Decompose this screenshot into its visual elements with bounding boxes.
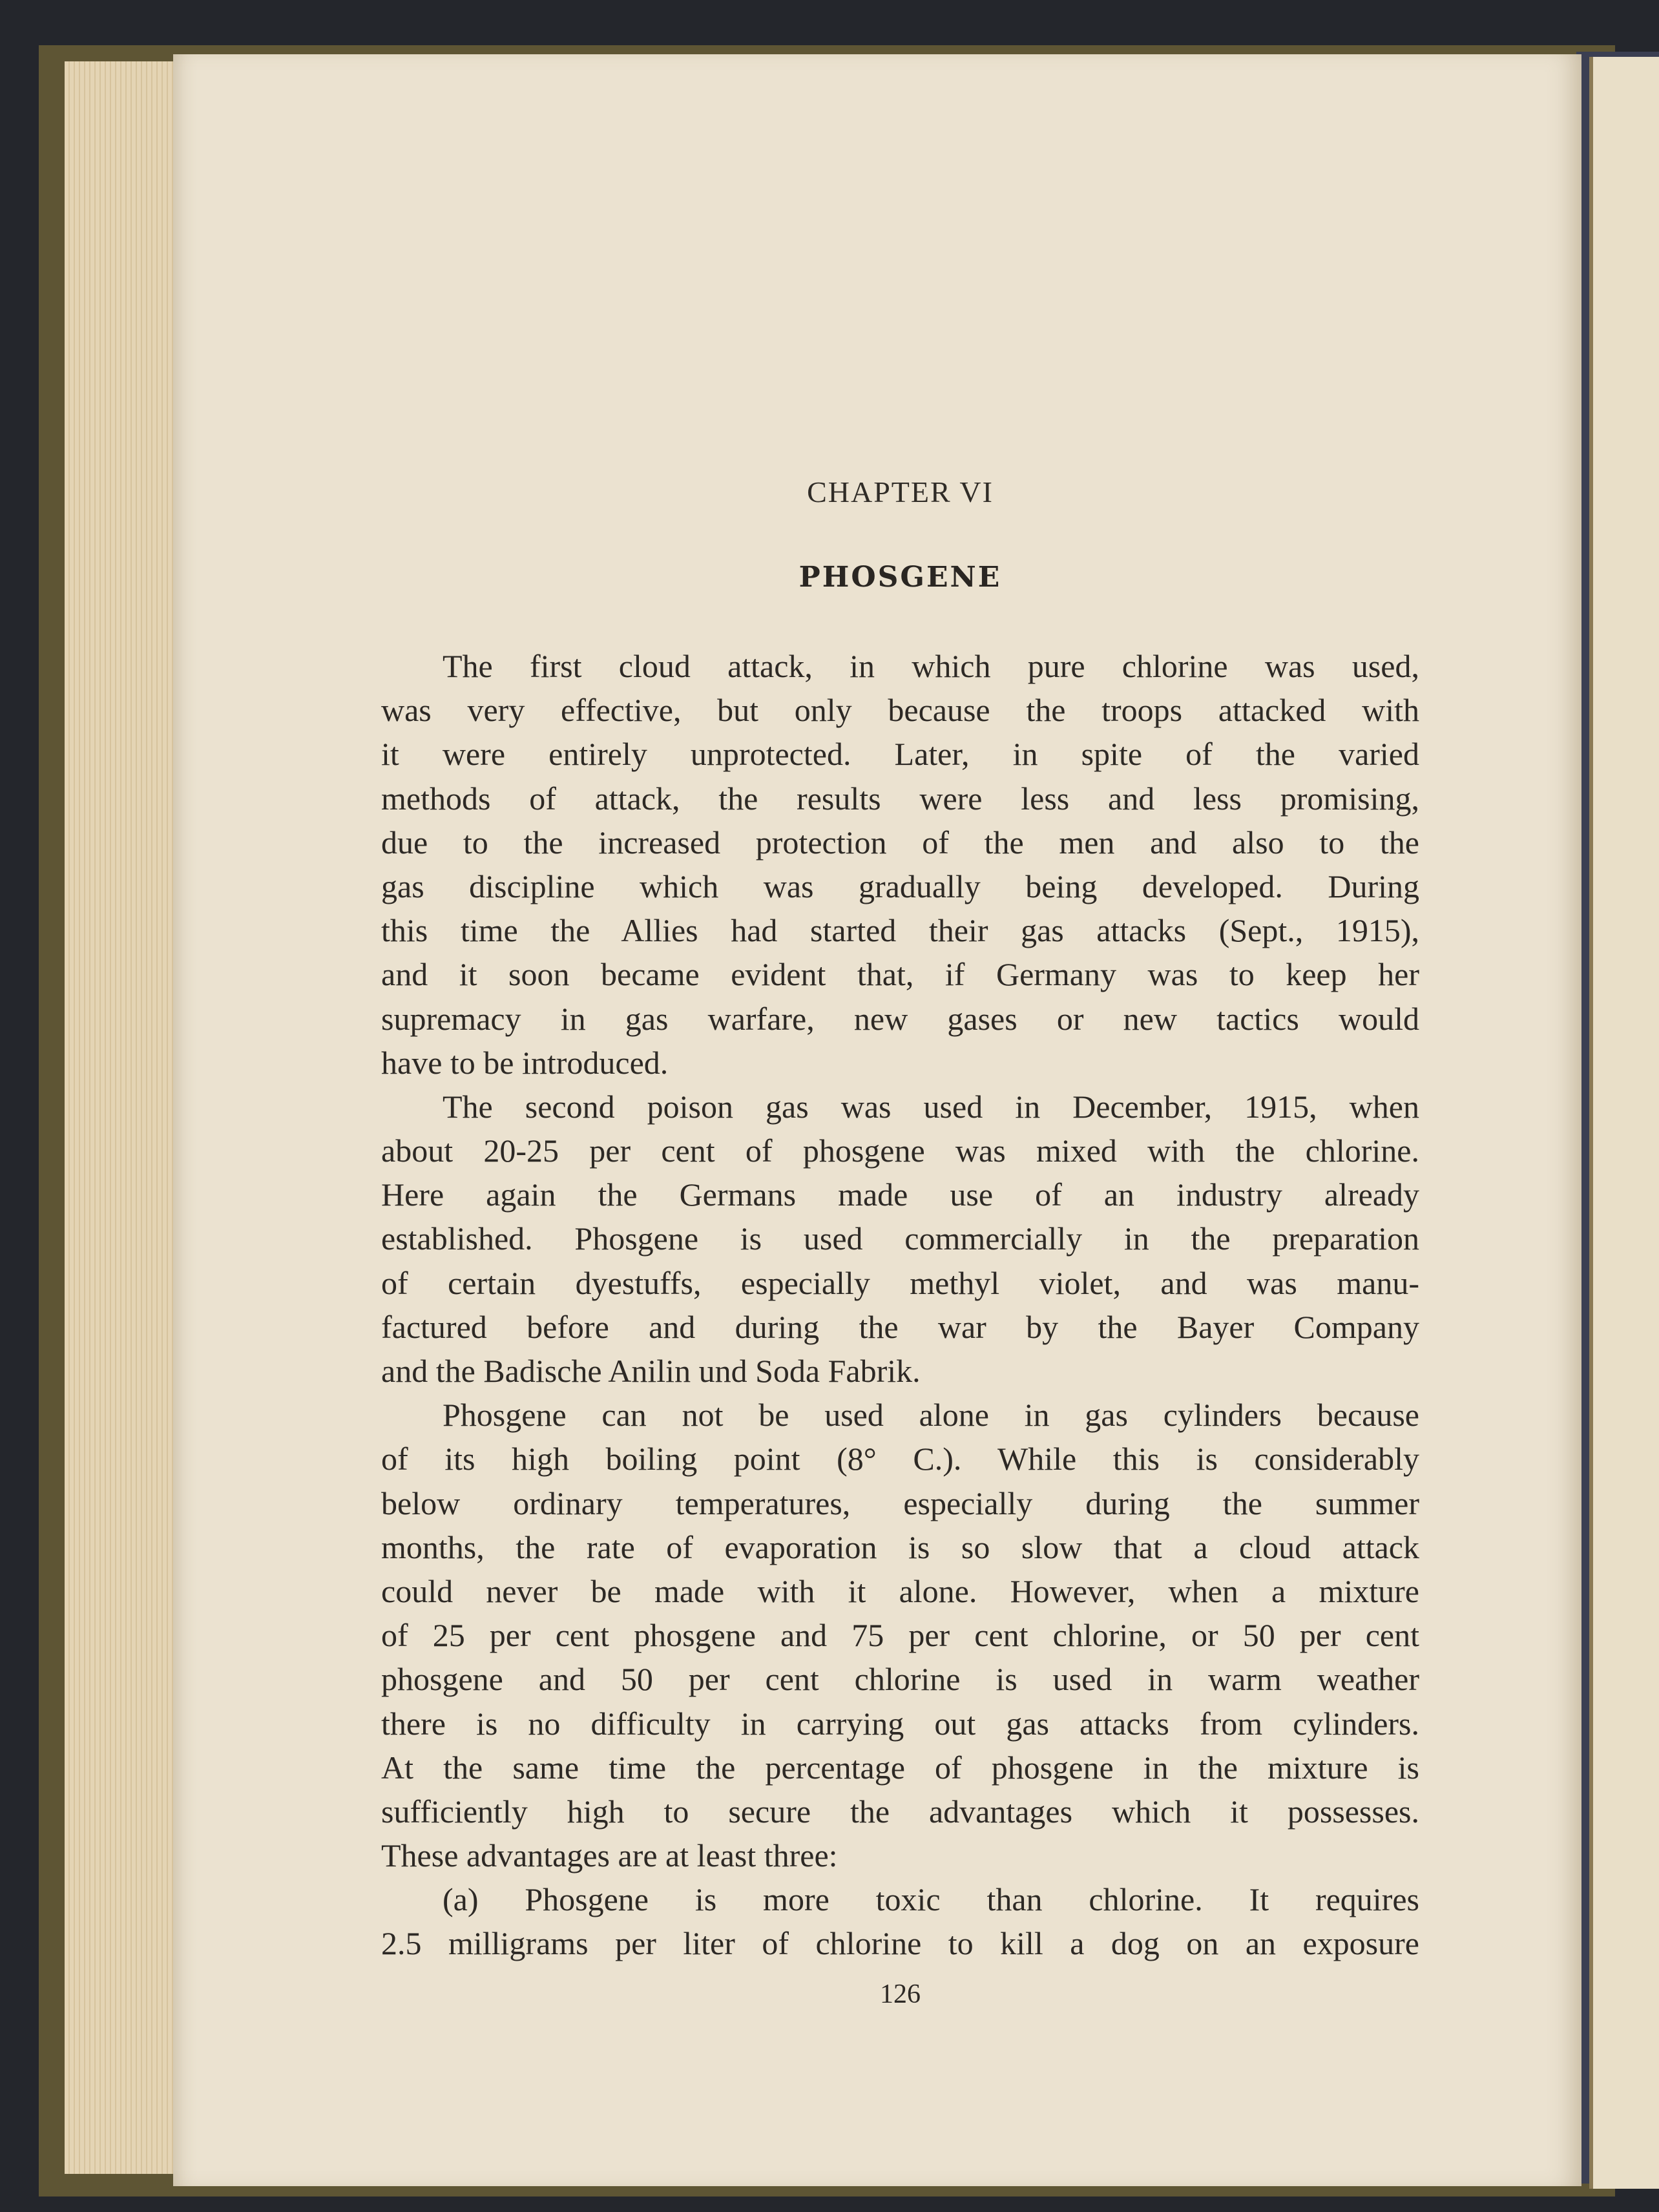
text-line: it were entirely unprotected. Later, in spite of the varied [381, 736, 1419, 773]
text-line: phosgene and 50 per cent chlorine is used in warm weather [381, 1661, 1419, 1698]
text-line: about 20-25 per cent of phosgene was mixed with the chlorine. [381, 1132, 1419, 1169]
text-line: and it soon became evident that, if Germany was to keep her [381, 956, 1419, 993]
text-line: (a) Phosgene is more toxic than chlorine. It requires [443, 1881, 1419, 1918]
text-line: The second poison gas was used in December, 1915, when [443, 1088, 1419, 1125]
text-line: below ordinary temperatures, especially during the summer [381, 1485, 1419, 1521]
text-line: methods of attack, the results were less and less promising, [381, 780, 1419, 817]
text-line: gas discipline which was gradually being developed. During [381, 868, 1419, 904]
text-line: months, the rate of evaporation is so slow that a cloud attack [381, 1529, 1419, 1565]
text-line: sufficiently high to secure the advantages which it possesses. [381, 1793, 1419, 1830]
text-line: of certain dyestuffs, especially methyl violet, and was manu- [381, 1264, 1419, 1301]
paragraph [381, 1393, 1419, 1877]
text-line: this time the Allies had started their gas attacks (Sept., 1915), [381, 912, 1419, 949]
chapter-heading: CHAPTER VI [807, 475, 994, 508]
text-line: was very effective, but only because the troops attacked with [381, 692, 1419, 729]
text-line: At the same time the percentage of phosgene in the mixture is [381, 1749, 1419, 1786]
text-line: have to be introduced. [381, 1044, 669, 1081]
paragraph [381, 644, 1419, 1085]
text-line: there is no difficulty in carrying out gas attacks from cylinders. [381, 1705, 1419, 1742]
text-line: supremacy in gas warfare, new gases or new tactics would [381, 1000, 1419, 1037]
facing-page-edge [1589, 57, 1659, 2189]
chapter-title: PHOSGENE [798, 561, 1002, 594]
paragraph [381, 1877, 1419, 1965]
text-line: and the Badische Anilin und Soda Fabrik. [381, 1353, 921, 1389]
body-text [381, 644, 1419, 1966]
text-line: 2.5 milligrams per liter of chlorine to kill a dog on an exposure [381, 1925, 1419, 1962]
text-line: Here again the Germans made use of an industry already [381, 1176, 1419, 1213]
text-line: These advantages are at least three: [381, 1837, 838, 1874]
text-line: established. Phosgene is used commercially in the preparation [381, 1220, 1419, 1257]
page-edges [65, 61, 174, 2174]
text-line: The first cloud attack, in which pure chlorine was used, [443, 648, 1419, 684]
text-line: of its high boiling point (8° C.). While this is considerably [381, 1441, 1419, 1477]
text-line: of 25 per cent phosgene and 75 per cent chlorine, or 50 per cent [381, 1617, 1419, 1654]
text-line: Phosgene can not be used alone in gas cylinders because [443, 1397, 1419, 1434]
text-line: factured before and during the war by the Bayer Company [381, 1308, 1419, 1345]
paragraph [381, 1085, 1419, 1393]
text-line: could never be made with it alone. However, when a mixture [381, 1572, 1419, 1609]
text-line: due to the increased protection of the men and also to the [381, 824, 1419, 861]
page-number: 126 [880, 1979, 921, 2009]
